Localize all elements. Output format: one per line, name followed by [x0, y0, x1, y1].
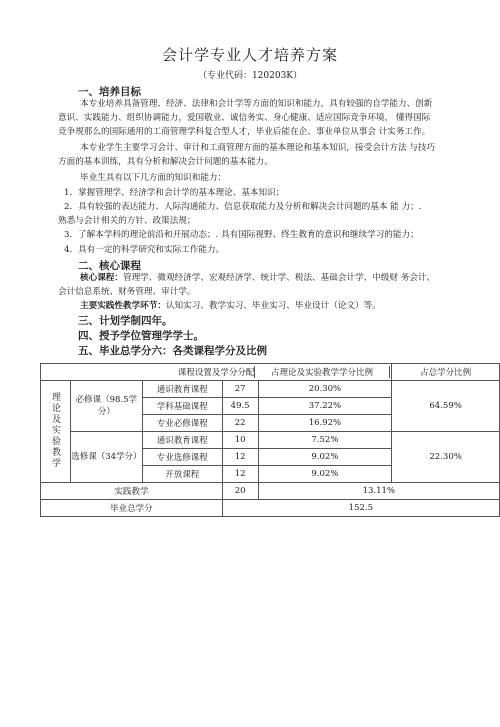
- group-cell: [41, 381, 71, 483]
- core-courses-label: 核心课程：: [80, 273, 123, 283]
- course-name: 通识教育课程: [142, 432, 222, 449]
- practice-label: 实践教学: [41, 483, 223, 500]
- paragraph-line: 本专业学生主要学习会计、审计和工商管理方面的基本理论和基本知识，接受会计方法 与技巧: [80, 143, 436, 153]
- course-ratio: 20.30%: [258, 381, 392, 398]
- course-name: 开放课程: [142, 466, 222, 483]
- header-theory: 占理论及实验教学学分比例: [254, 366, 390, 378]
- section-3-heading: 三、计划学制四年。: [78, 315, 173, 327]
- list-item: 熟悉与会计相关的方针、政策法规；: [58, 216, 196, 226]
- group-label: 理论及实验教学: [49, 391, 60, 469]
- section-5-heading: 五、毕业总学分六：各类课程学分及比例: [78, 345, 267, 357]
- core-courses-line: [80, 271, 490, 285]
- course-credits: 22: [222, 415, 258, 432]
- course-name: 通识教育课程: [142, 381, 222, 398]
- paragraph-line: 方面的基本训练，具有分析和解决会计问题的基本能力。: [58, 157, 273, 167]
- grad-label: 毕业总学分: [41, 500, 223, 517]
- elective-label: 选修课（34学分）: [70, 432, 142, 483]
- page-title: 会计学专业人才培养方案: [161, 46, 338, 64]
- list-item: 3．了解本学科的理论前沿和开展动态；. 具有国际视野、终生教育的意识和继续学习的能力；: [64, 230, 419, 240]
- course-ratio: 7.52%: [258, 432, 392, 449]
- course-name: 专业必修课程: [142, 415, 222, 432]
- course-credits: 12: [222, 449, 258, 466]
- section-2-heading: 二、核心课程: [78, 260, 141, 272]
- practice-credits: 20: [222, 483, 258, 500]
- list-item: 2．具有较强的表达能力、人际沟通能力、信息获取能力及分析和解决会计问题的基本 能 力；.: [64, 202, 422, 212]
- table-row: [41, 381, 500, 398]
- course-ratio: 16.92%: [258, 415, 392, 432]
- course-credits: 49.5: [222, 398, 258, 415]
- paragraph-line: 意识、实践能力、组织协调能力，爱国敬业、诚信务实、身心健康、适应国际竞争环境， 懂得国际: [58, 113, 431, 123]
- required-total-ratio: 64.59%: [392, 381, 500, 432]
- paragraph-line: 本专业培养具备管理、经济、法律和会计学等方面的知识和能力，具有较强的自学能力、创新: [80, 99, 433, 109]
- paragraph-line: 竞争规那么的国际通用的工商管理学科复合型人才，毕业后能在企、事业单位从事会 计实务工作。: [58, 127, 431, 137]
- program-code: （专业代码：120203K）: [197, 71, 303, 81]
- section-1-heading: 一、培养目标: [78, 86, 141, 98]
- header-total: 占总学分比例: [392, 364, 500, 381]
- required-label: 必修课（98.5学分）: [70, 381, 142, 432]
- core-courses-text: 管理学、微观经济学、宏观经济学、统计学、税法、基础会计学、中级财 务会计、: [122, 273, 436, 283]
- practice-text: 认知实习、教学实习、毕业实习、毕业设计（论文）等。: [165, 301, 381, 311]
- practice-label: 主要实践性教学环节：: [80, 301, 166, 311]
- course-credits: 10: [222, 432, 258, 449]
- paragraph-line: 毕业生具有以下几方面的知识和能力：: [80, 173, 227, 183]
- section-4-heading: 四、授予学位管理学学士。: [78, 330, 204, 342]
- list-item: 1．掌握管理学、经济学和会计学的基本理论、基本知识；: [64, 188, 285, 198]
- table-row: [41, 432, 500, 449]
- core-courses-line-2: 会计信息系统、财务管理、审计学。: [58, 287, 196, 297]
- list-item: 4．具有一定的科学研究和实际工作能力。: [64, 245, 225, 255]
- course-name: 学科基础课程: [142, 398, 222, 415]
- course-ratio: 9.02%: [258, 449, 392, 466]
- table-row: [41, 500, 500, 517]
- course-credits: 12: [222, 466, 258, 483]
- practice-line: [80, 299, 490, 313]
- header-setting: 课程设置及学分分配: [41, 364, 392, 381]
- practice-ratio: 13.11%: [258, 483, 499, 500]
- credits-table: [40, 363, 500, 517]
- course-ratio: 9.02%: [258, 466, 392, 483]
- course-name: 专业选修课程: [142, 449, 222, 466]
- course-credits: 27: [222, 381, 258, 398]
- elective-total-ratio: 22.30%: [392, 432, 500, 483]
- table-row: [41, 483, 500, 500]
- grad-value: 152.5: [222, 500, 499, 517]
- course-ratio: 37.22%: [258, 398, 392, 415]
